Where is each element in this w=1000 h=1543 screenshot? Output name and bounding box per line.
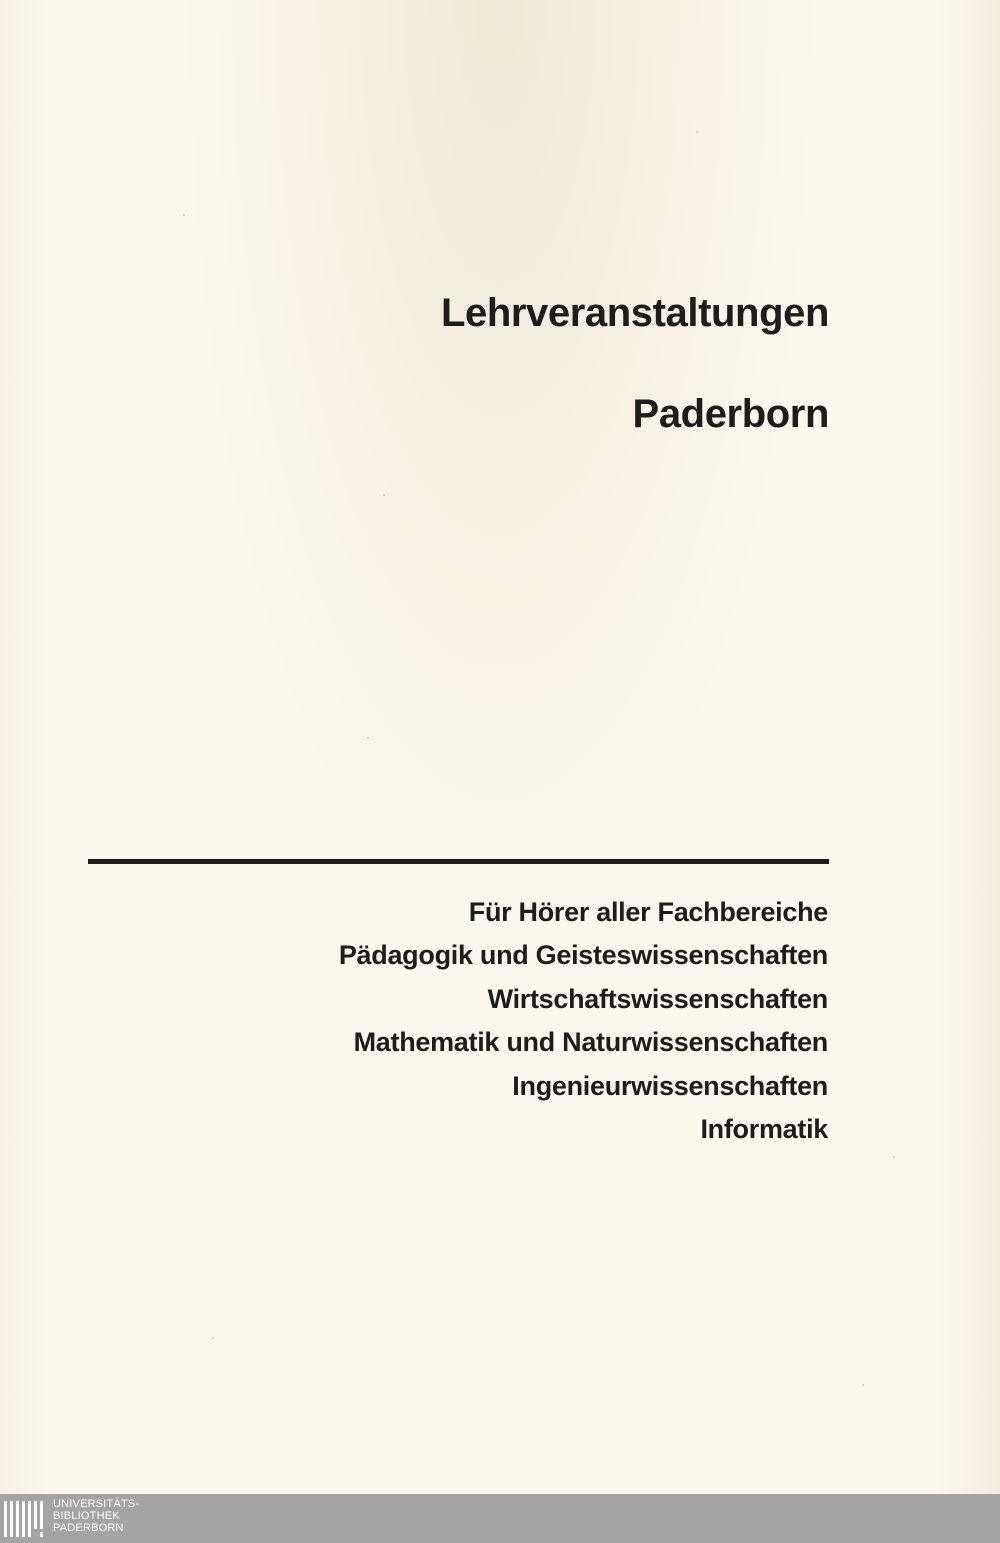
library-name-line: BIBLIOTHEK <box>53 1510 120 1522</box>
document-subtitle: Paderborn <box>632 392 829 436</box>
paper-speck <box>383 494 385 496</box>
paper-speck <box>367 737 369 739</box>
university-library-logo-icon <box>4 1498 46 1539</box>
faculty-item: Ingenieurwissenschaften <box>512 1070 828 1101</box>
library-name-line: UNIVERSITÄTS- <box>53 1498 140 1510</box>
document-title: Lehrveranstaltungen <box>440 291 829 335</box>
horizontal-rule <box>88 859 829 864</box>
paper-speck <box>696 131 698 133</box>
paper-speck <box>212 1337 214 1339</box>
paper-speck <box>183 214 185 216</box>
faculty-item: Pädagogik und Geisteswissenschaften <box>338 940 828 971</box>
faculty-item: Informatik <box>700 1114 828 1145</box>
paper-speck <box>893 1156 895 1158</box>
library-name-line: PADERBORN <box>53 1522 124 1534</box>
library-footer-bar <box>0 1494 1000 1543</box>
faculty-item: Mathematik und Naturwissenschaften <box>353 1027 828 1058</box>
paper-speck <box>862 1384 864 1386</box>
library-name <box>53 1498 139 1534</box>
faculty-item: Für Hörer aller Fachbereiche <box>468 897 828 927</box>
faculty-item: Wirtschaftswissenschaften <box>487 983 828 1014</box>
faculty-list <box>339 891 828 1151</box>
